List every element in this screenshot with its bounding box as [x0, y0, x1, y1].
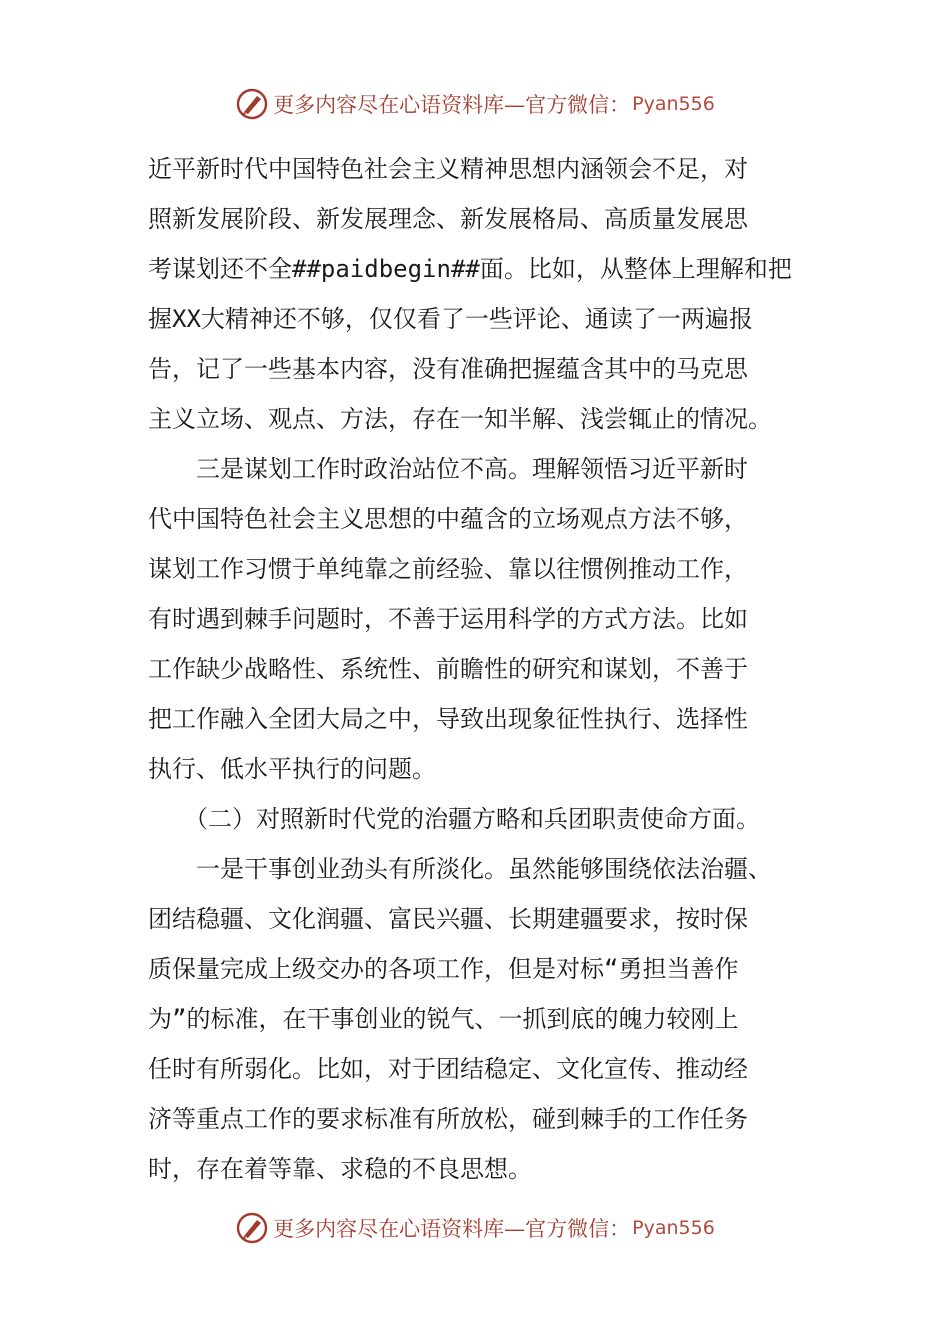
- text-line: 照新发展阶段、新发展理念、新发展格局、高质量发展思: [148, 205, 748, 233]
- banner-wechat-id: Pyan556: [632, 1217, 715, 1239]
- text-line: 代中国特色社会主义思想的中蕴含的立场观点方法不够，: [148, 505, 748, 533]
- text-line: 济等重点工作的要求标准有所放松，碰到棘手的工作任务: [148, 1105, 748, 1133]
- text-line: 有时遇到棘手问题时，不善于运用科学的方式方法。比如: [148, 605, 748, 633]
- text-line: 工作缺少战略性、系统性、前瞻性的研究和谋划，不善于: [148, 655, 748, 683]
- text-line: 考谋划还不全##paidbegin##面。比如，从整体上理解和把: [148, 255, 792, 283]
- text-line: 握XX大精神还不够，仅仅看了一些评论、通读了一两遍报: [148, 305, 753, 333]
- text-line: 谋划工作习惯于单纯靠之前经验、靠以往惯例推动工作，: [148, 555, 748, 583]
- document-body: [148, 151, 820, 1201]
- section-heading: （二）对照新时代党的治疆方略和兵团职责使命方面。: [148, 805, 760, 833]
- pen-logo-icon: [235, 1211, 269, 1245]
- text-line: 团结稳疆、文化润疆、富民兴疆、长期建疆要求，按时保: [148, 905, 748, 933]
- text-line: 主义立场、观点、方法，存在一知半解、浅尝辄止的情况。: [148, 405, 772, 433]
- banner-wechat-id: Pyan556: [632, 93, 715, 115]
- banner-text: 更多内容尽在心语资料库—官方微信：: [273, 93, 631, 117]
- text-line: 时，存在着等靠、求稳的不良思想。: [148, 1155, 532, 1183]
- banner-text: 更多内容尽在心语资料库—官方微信：: [273, 1217, 631, 1241]
- header-watermark: [0, 84, 950, 124]
- footer-watermark: [0, 1208, 950, 1248]
- text-line: 为”的标准，在干事创业的锐气、一抓到底的魄力较刚上: [148, 1005, 739, 1033]
- text-line: 任时有所弱化。比如，对于团结稳定、文化宣传、推动经: [148, 1055, 748, 1083]
- text-line: 近平新时代中国特色社会主义精神思想内涵领会不足，对: [148, 155, 748, 183]
- text-line: 质保量完成上级交办的各项工作，但是对标“勇担当善作: [148, 955, 739, 983]
- pen-logo-icon: [235, 87, 269, 121]
- text-line: 执行、低水平执行的问题。: [148, 755, 436, 783]
- text-line: 三是谋划工作时政治站位不高。理解领悟习近平新时: [148, 455, 748, 483]
- text-line: 一是干事创业劲头有所淡化。虽然能够围绕依法治疆、: [148, 855, 772, 883]
- text-line: 把工作融入全团大局之中，导致出现象征性执行、选择性: [148, 705, 748, 733]
- text-line: 告，记了一些基本内容，没有准确把握蕴含其中的马克思: [148, 355, 748, 383]
